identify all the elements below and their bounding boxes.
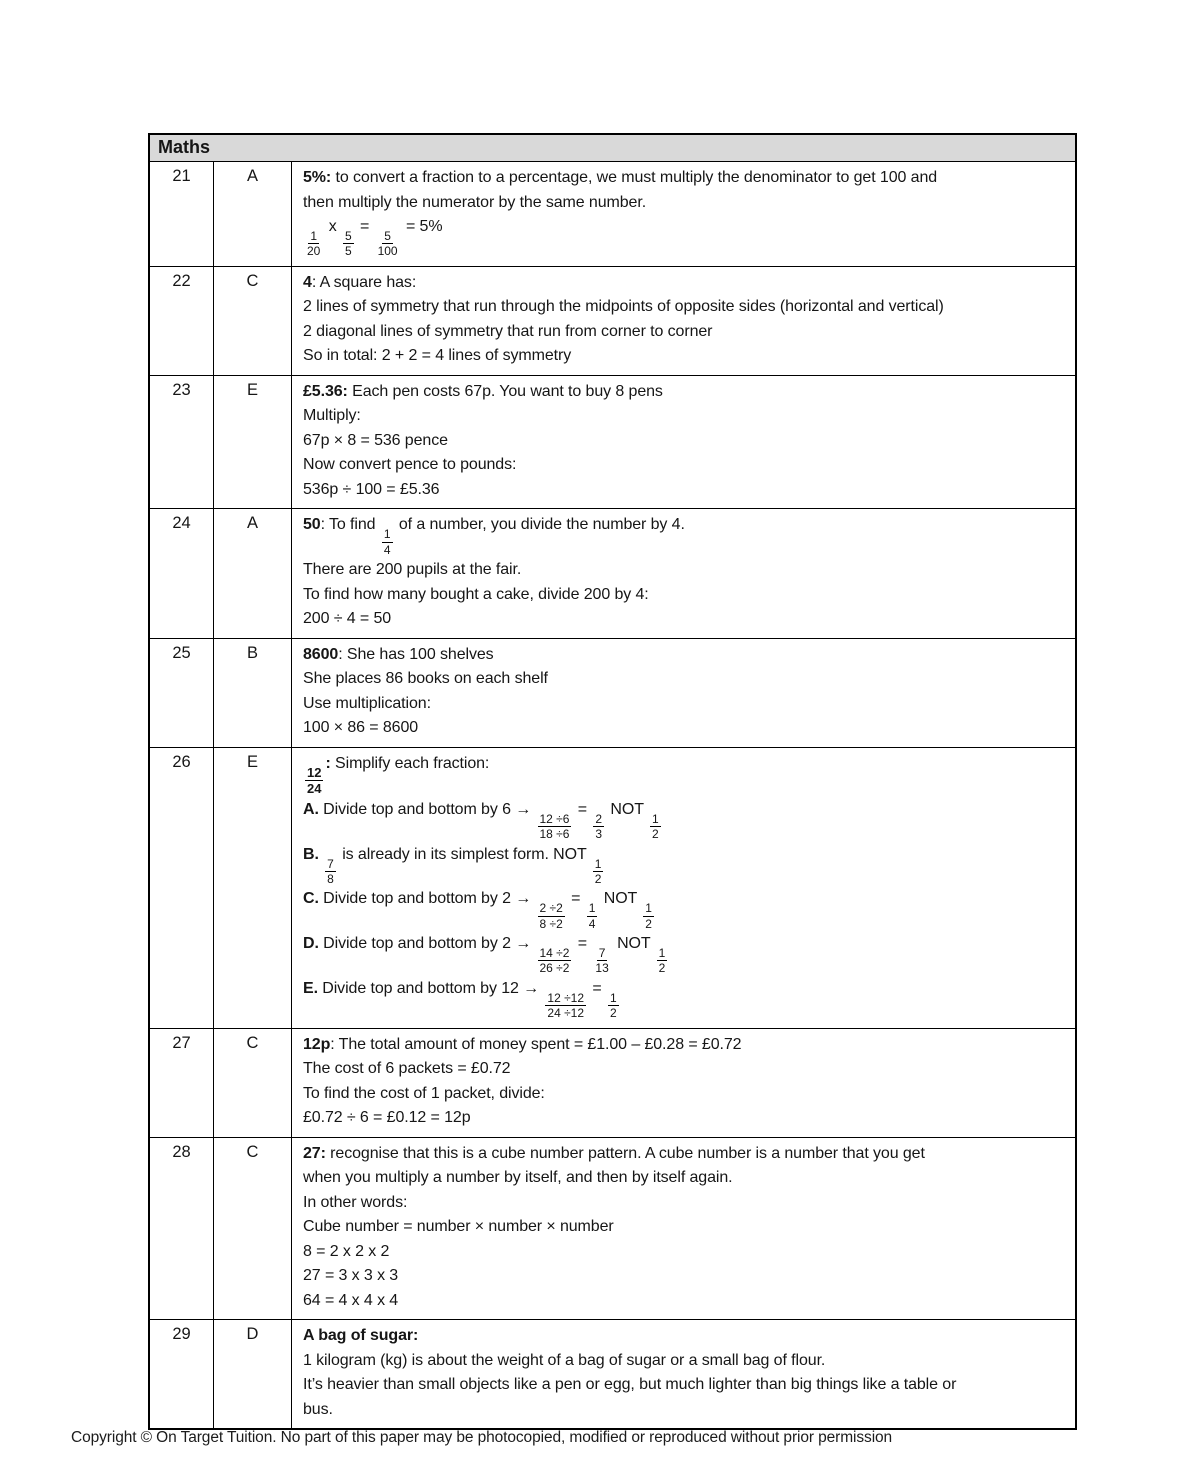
explanation-line [303, 513, 1067, 558]
fraction-denominator: 24 ÷12 [547, 1006, 585, 1021]
fraction-numerator: 12 ÷12 [547, 990, 585, 1005]
text-segment: = [355, 218, 374, 235]
fraction [538, 946, 572, 976]
explanation-cell [292, 748, 1075, 1028]
fraction [382, 527, 393, 557]
text-segment: Use multiplication: [303, 694, 431, 712]
fraction-numerator: 14 ÷2 [539, 946, 570, 961]
explanation-line [303, 798, 1067, 843]
answer-table-body [150, 161, 1075, 1428]
text-segment: Divide top and bottom by 2 → [318, 935, 536, 953]
text-segment: = 5% [401, 218, 443, 235]
fraction-denominator: 100 [377, 244, 398, 259]
fraction [305, 229, 322, 259]
fraction [343, 229, 354, 259]
text-segment: Now convert pence to pounds: [303, 456, 517, 474]
text-segment: So in total: 2 + 2 = 4 lines of symmetry [303, 347, 572, 365]
fraction-denominator: 24 [307, 781, 322, 797]
question-number-cell: 27 [150, 1029, 214, 1137]
fraction-numerator: 12 [307, 764, 322, 780]
fraction [587, 901, 598, 931]
explanation-cell [292, 267, 1075, 375]
explanation-line [303, 667, 1067, 692]
bold-text-segment: £5.36: [303, 382, 348, 400]
question-number-cell: 25 [150, 639, 214, 747]
text-segment: : To find [320, 516, 380, 534]
fraction-numerator: 1 [310, 229, 318, 243]
explanation-line [303, 271, 1067, 296]
explanation-line [303, 1215, 1067, 1240]
bold-text-segment: : [325, 754, 331, 772]
answer-letter-cell: A [214, 509, 292, 637]
text-segment [319, 846, 323, 863]
answer-letter-cell: D [214, 1320, 292, 1428]
fraction [305, 765, 323, 797]
explanation-line [303, 932, 1067, 977]
explanation-line [303, 607, 1067, 632]
text-segment: of a number, you divide the number by 4. [394, 516, 685, 534]
answer-letter-cell: C [214, 1138, 292, 1320]
fraction-denominator: 18 ÷6 [539, 827, 570, 842]
fraction-numerator: 5 [384, 229, 391, 243]
bold-text-segment: E. [303, 979, 318, 997]
text-segment: Simplify each fraction: [330, 754, 490, 772]
fraction-denominator: 5 [344, 244, 352, 259]
explanation-line [303, 404, 1067, 429]
text-segment: when you multiply a number by itself, and then by itself again. [303, 1169, 733, 1187]
text-segment: 27 = 3 x 3 x 3 [303, 1267, 399, 1285]
explanation-line [303, 453, 1067, 478]
explanation-line [303, 380, 1067, 405]
table-row [150, 375, 1075, 509]
text-segment: : A square has: [311, 273, 417, 291]
fraction-denominator: 8 [327, 871, 334, 886]
text-segment: recognise that this is a cube number pattern. A cube number is a number that you get [325, 1144, 925, 1162]
fraction-denominator: 3 [595, 827, 603, 842]
fraction-denominator: 2 [594, 871, 602, 886]
explanation-line [303, 843, 1067, 888]
question-number-cell: 28 [150, 1138, 214, 1320]
explanation-line [303, 1349, 1067, 1374]
text-segment: 2 diagonal lines of symmetry that run from corner to corner [303, 322, 713, 340]
table-row [150, 1028, 1075, 1137]
question-number-cell: 29 [150, 1320, 214, 1428]
fraction-denominator: 20 [307, 244, 321, 259]
fraction-denominator: 4 [588, 916, 596, 931]
explanation-cell [292, 162, 1075, 266]
fraction [376, 229, 400, 259]
bold-text-segment: 27: [303, 1144, 326, 1162]
explanation-cell [292, 1320, 1075, 1428]
fraction [643, 901, 654, 931]
fraction-numerator: 1 [594, 856, 602, 871]
explanation-line [303, 1191, 1067, 1216]
text-segment: is already in its simplest form. NOT [337, 845, 591, 863]
question-number-cell: 21 [150, 162, 214, 266]
table-row [150, 1137, 1075, 1320]
explanation-line [303, 1033, 1067, 1058]
bold-text-segment: A. [303, 800, 319, 818]
text-segment: In other words: [303, 1193, 408, 1211]
text-segment: The cost of 6 packets = £0.72 [303, 1060, 511, 1078]
fraction [650, 812, 661, 842]
explanation-cell [292, 376, 1075, 509]
text-segment: It’s heavier than small objects like a pen or egg, but much lighter than big things like a table or [303, 1376, 957, 1394]
table-row [150, 508, 1075, 637]
text-segment: To find how many bought a cake, divide 200 by 4: [303, 585, 649, 603]
bold-text-segment: 8600 [303, 645, 339, 663]
explanation-line [303, 1057, 1067, 1082]
answer-letter-cell: C [214, 267, 292, 375]
text-segment: = [566, 890, 585, 908]
fraction-denominator: 2 [658, 961, 666, 976]
text-segment: 8 = 2 x 2 x 2 [303, 1242, 390, 1260]
explanation-line [303, 1142, 1067, 1167]
fraction [593, 812, 604, 842]
fraction-denominator: 2 [645, 916, 652, 931]
fraction-numerator: 1 [651, 811, 659, 826]
answer-letter-cell: E [214, 376, 292, 509]
explanation-line [303, 344, 1067, 369]
fraction [538, 901, 565, 931]
explanation-line [303, 320, 1067, 345]
text-segment: NOT [599, 890, 642, 908]
text-segment: = [588, 979, 606, 997]
fraction-numerator: 1 [645, 901, 652, 916]
text-segment: to convert a fraction to a percentage, we must multiply the denominator to get 100 and [331, 169, 938, 186]
text-segment: To find the cost of 1 packet, divide: [303, 1084, 545, 1102]
text-segment: = [573, 935, 592, 953]
text-segment: £0.72 ÷ 6 = £0.12 = 12p [303, 1109, 471, 1127]
explanation-line [303, 429, 1067, 454]
explanation-line [303, 1373, 1067, 1398]
fraction-denominator: 8 ÷2 [539, 916, 563, 931]
fraction-numerator: 1 [609, 990, 617, 1005]
explanation-line [303, 977, 1067, 1022]
fraction-numerator: 1 [658, 946, 666, 961]
text-segment: 1 kilogram (kg) is about the weight of a bag of sugar or a small bag of flour. [303, 1351, 826, 1369]
text-segment: Divide top and bottom by 12 → [317, 979, 544, 997]
fraction-numerator: 7 [598, 946, 606, 961]
fraction [593, 946, 610, 976]
explanation-line [303, 887, 1067, 932]
text-segment: : The total amount of money spent = £1.00 – £0.28 = £0.72 [330, 1035, 742, 1053]
question-number-cell: 22 [150, 267, 214, 375]
bold-text-segment: 5%: [303, 169, 332, 186]
text-segment: 100 × 86 = 8600 [303, 719, 419, 737]
explanation-line [303, 1398, 1067, 1423]
explanation-line [303, 1289, 1067, 1314]
explanation-line [303, 716, 1067, 741]
question-number-cell: 26 [150, 748, 214, 1028]
fraction [593, 857, 604, 887]
explanation-line [303, 1082, 1067, 1107]
fraction [538, 812, 572, 842]
explanation-line [303, 1324, 1067, 1349]
bold-text-segment: 50 [303, 516, 321, 534]
explanation-line [303, 478, 1067, 503]
text-segment: NOT [606, 800, 648, 818]
text-segment: 67p × 8 = 536 pence [303, 431, 448, 449]
fraction-numerator: 12 ÷6 [539, 811, 570, 826]
explanation-line [303, 191, 1067, 216]
question-number-cell: 23 [150, 376, 214, 509]
text-segment: 536p ÷ 100 = £5.36 [303, 480, 440, 498]
fraction-numerator: 1 [588, 901, 596, 916]
explanation-line [303, 166, 1067, 191]
bold-text-segment: A bag of sugar: [303, 1327, 419, 1345]
fraction-numerator: 5 [344, 229, 352, 243]
text-segment: x [324, 218, 341, 235]
explanation-line [303, 1106, 1067, 1131]
table-row [150, 747, 1075, 1028]
explanation-line [303, 1264, 1067, 1289]
explanation-line [303, 1240, 1067, 1265]
bold-text-segment: D. [303, 935, 319, 953]
text-segment: 200 ÷ 4 = 50 [303, 610, 392, 628]
bold-text-segment: 12p [303, 1035, 331, 1053]
table-row [150, 266, 1075, 375]
bold-text-segment: 4 [303, 273, 312, 291]
text-segment: NOT [612, 935, 655, 953]
explanation-line [303, 295, 1067, 320]
fraction-denominator: 13 [595, 961, 609, 976]
answer-letter-cell: B [214, 639, 292, 747]
fraction-denominator: 2 [651, 827, 659, 842]
fraction-denominator: 4 [383, 542, 391, 557]
fraction-numerator: 2 [595, 811, 603, 826]
fraction [657, 946, 668, 976]
bold-text-segment: C. [303, 890, 319, 908]
explanation-cell [292, 639, 1075, 747]
explanation-line [303, 643, 1067, 668]
copyright-footer: Copyright © On Target Tuition. No part of this paper may be photocopied, modified or reproduced without prior permission [71, 1429, 893, 1446]
fraction [545, 991, 586, 1021]
fraction-numerator: 7 [327, 856, 334, 871]
explanation-line [303, 215, 1067, 260]
bold-text-segment: B. [303, 845, 319, 863]
table-row [150, 638, 1075, 747]
fraction [325, 857, 336, 887]
explanation-cell [292, 509, 1075, 637]
text-segment: 64 = 4 x 4 x 4 [303, 1291, 399, 1309]
text-segment: = [573, 800, 592, 818]
table-header-maths: Maths [150, 135, 1075, 161]
answer-letter-cell: A [214, 162, 292, 266]
text-segment: : She has 100 shelves [338, 645, 494, 663]
text-segment: 2 lines of symmetry that run through the midpoints of opposite sides (horizontal and vertical) [303, 298, 944, 316]
fraction-denominator: 26 ÷2 [539, 961, 570, 976]
answer-key-table [148, 133, 1077, 1430]
answer-letter-cell: E [214, 748, 292, 1028]
explanation-cell [292, 1138, 1075, 1320]
text-segment: There are 200 pupils at the fair. [303, 561, 522, 579]
text-segment: then multiply the numerator by the same number. [303, 193, 647, 211]
text-segment: Cube number = number × number × number [303, 1218, 614, 1236]
explanation-line [303, 692, 1067, 717]
text-segment: Divide top and bottom by 2 → [318, 890, 536, 908]
fraction-numerator: 2 ÷2 [539, 901, 563, 916]
text-segment: Divide top and bottom by 6 → [318, 800, 536, 818]
question-number-cell: 24 [150, 509, 214, 637]
table-row [150, 1319, 1075, 1428]
text-segment: bus. [303, 1400, 333, 1418]
explanation-line [303, 1166, 1067, 1191]
text-segment: Each pen costs 67p. You want to buy 8 pens [347, 382, 663, 400]
explanation-line [303, 752, 1067, 798]
explanation-line [303, 558, 1067, 583]
fraction-numerator: 1 [383, 527, 391, 542]
text-segment: She places 86 books on each shelf [303, 670, 548, 688]
answer-letter-cell: C [214, 1029, 292, 1137]
text-segment: Multiply: [303, 407, 361, 425]
fraction-denominator: 2 [609, 1006, 617, 1021]
explanation-cell [292, 1029, 1075, 1137]
explanation-line [303, 583, 1067, 608]
fraction [608, 991, 619, 1021]
table-row [150, 161, 1075, 266]
